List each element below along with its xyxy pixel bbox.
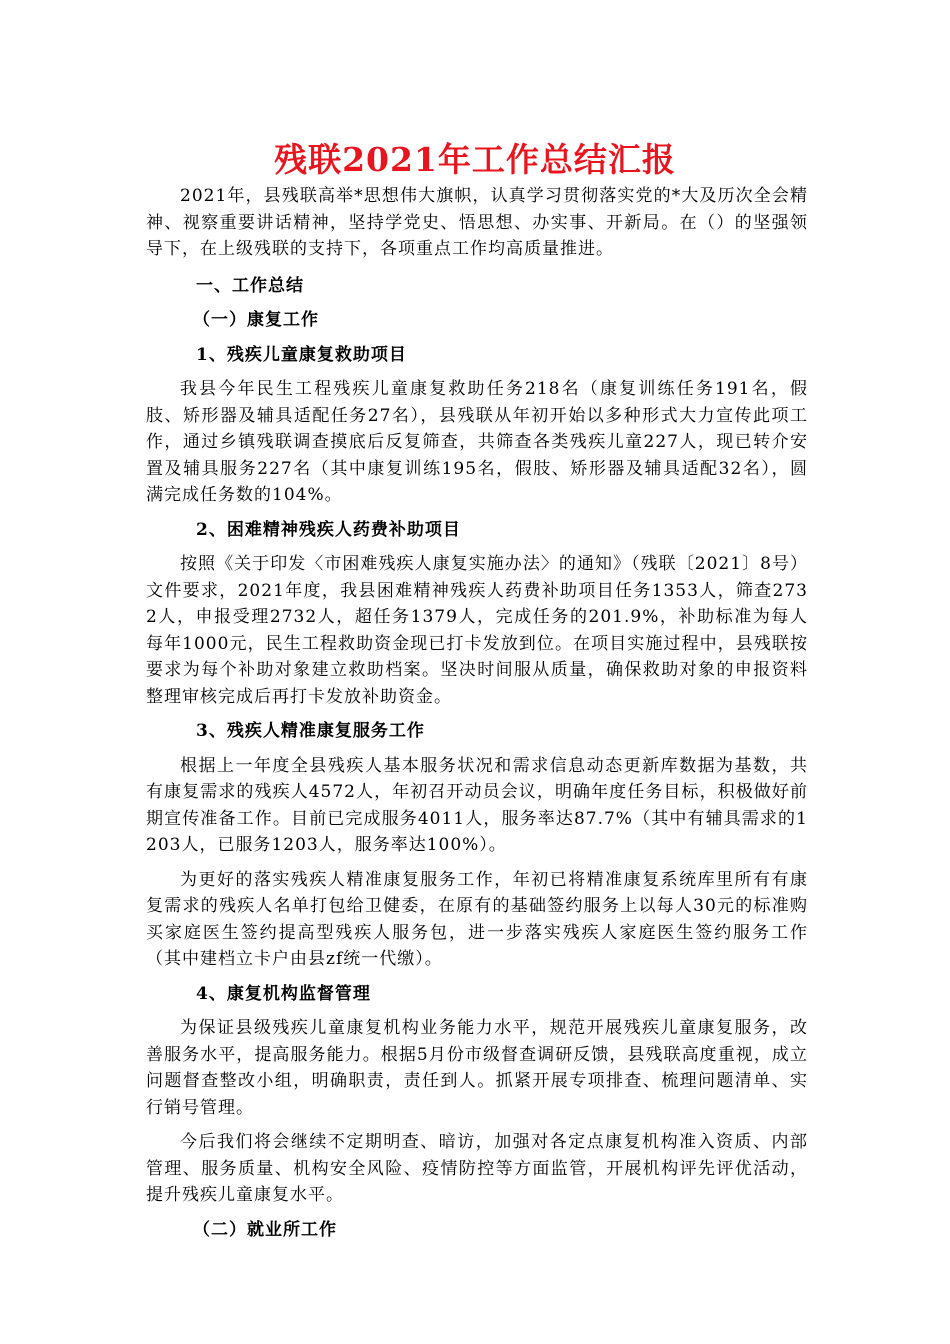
item-heading-child-rehab: 1、残疾儿童康复救助项目 (196, 344, 407, 365)
item-heading-mental-drug-subsidy: 2、困难精神残疾人药费补助项目 (196, 519, 461, 540)
paragraph-mental-drug-subsidy: 按照《关于印发〈市困难残疾人康复实施办法〉的通知》（残联〔2021〕8号）文件要求，2021年度，我县困难精神残疾人药费补助项目任务1353人，筛查2732人，申报受理2732人，超任务1379人，完成任务的201.9%，补助标准为每人每年1000元，民生工程救助资金现已打卡发放到位。在项目实施过程中，县残联按要求为每个补助对象建立救助档案。坚决时间服从质量，确保救助对象的申报资料整理审核完成后再打卡发放补助资金。 (146, 554, 808, 707)
section-heading-work-summary: 一、工作总结 (196, 275, 304, 296)
paragraph-institution-supervision-1: 为保证县级残疾儿童康复机构业务能力水平，规范开展残疾儿童康复服务，改善服务水平，提高服务能力。根据5月份市级督查调研反馈，县残联高度重视，成立问题督查整改小组，明确职责，责任到人。抓紧开展专项排查、梳理问题清单、实行销号管理。 (146, 1018, 808, 1118)
item-heading-institution-supervision: 4、康复机构监督管理 (196, 983, 371, 1004)
document-body (146, 183, 808, 1251)
paragraph-institution-supervision-2: 今后我们将会继续不定期明查、暗访，加强对各定点康复机构准入资质、内部管理、服务质量、机构安全风险、疫情防控等方面监管，开展机构评先评优活动，提升残疾儿童康复水平。 (146, 1132, 808, 1205)
subsection-heading-employment: （二）就业所工作 (193, 1219, 337, 1240)
intro-paragraph: 2021年，县残联高举*思想伟大旗帜，认真学习贯彻落实党的*大及历次全会精神、视察重要讲话精神，坚持学党史、悟思想、办实事、开新局。在（）的坚强领导下，在上级残联的支持下，各项重点工作均高质量推进。 (146, 186, 808, 259)
paragraph-precise-rehab-2: 为更好的落实残疾人精准康复服务工作，年初已将精准康复系统库里所有有康复需求的残疾人名单打包给卫健委，在原有的基础签约服务上以每人30元的标准购买家庭医生签约提高型残疾人服务包，进一步落实残疾人家庭医生签约服务工作（其中建档立卡户由县zf统一代缴）。 (146, 869, 808, 969)
subsection-heading-rehab: （一）康复工作 (193, 310, 319, 330)
paragraph-child-rehab: 我县今年民生工程残疾儿童康复救助任务218名（康复训练任务191名，假肢、矫形器及辅具适配任务27名），县残联从年初开始以多种形式大力宣传此项工作，通过乡镇残联调查摸底后反复筛查，共筛查各类残疾儿童227人，现已转介安置及辅具服务227名（其中康复训练195名，假肢、矫形器及辅具适配32名），圆满完成任务数的104%。 (146, 379, 808, 505)
item-heading-precise-rehab: 3、残疾人精准康复服务工作 (196, 721, 425, 741)
document-title: 残联2021年工作总结汇报 (274, 140, 676, 179)
paragraph-precise-rehab-1: 根据上一年度全县残疾人基本服务状况和需求信息动态更新库数据为基数，共有康复需求的残疾人4572人，年初召开动员会议，明确年度任务目标，积极做好前期宣传准备工作。目前已完成服务4011人，服务率达87.7%（其中有辅具需求的1203人，已服务1203人，服务率达100%）。 (146, 755, 808, 855)
